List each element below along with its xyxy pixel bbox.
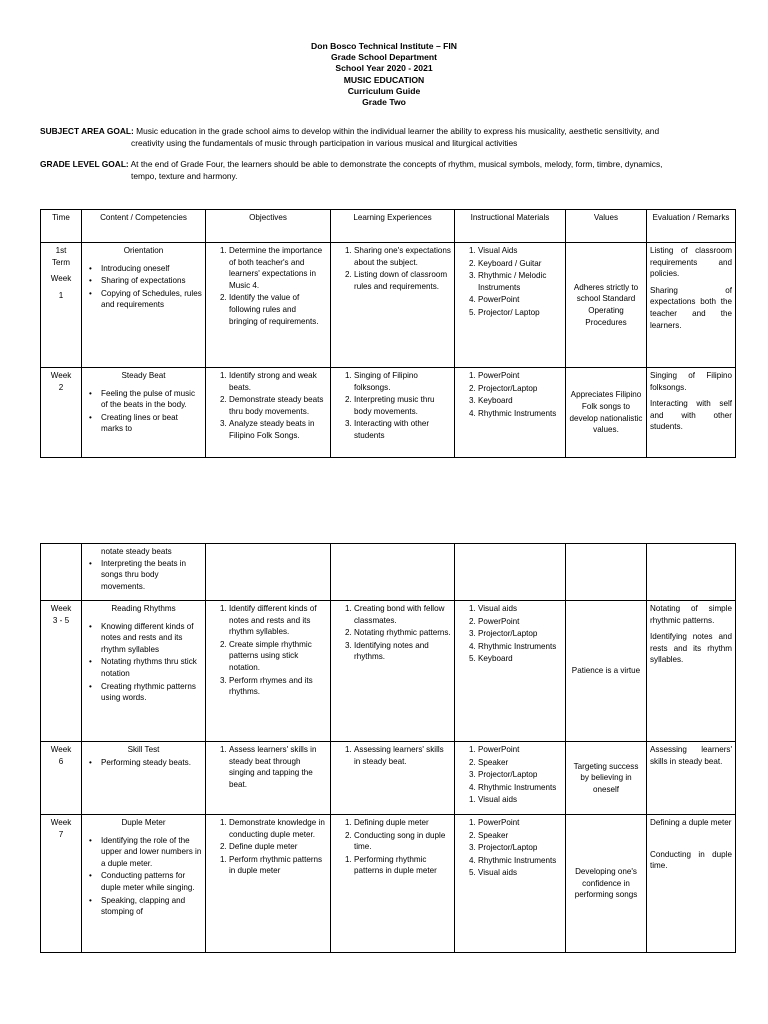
topic-title: Orientation (123, 246, 164, 255)
learning-cell (331, 544, 455, 601)
list-item: 4. Rhythmic Instruments (478, 855, 562, 867)
list-item: 1. Identify different kinds of notes and rests and its rhythm syllables. (229, 603, 327, 638)
table-header-row (41, 210, 736, 243)
week-label: Week (50, 274, 72, 284)
grade-goal-text-2: tempo, texture and harmony. (131, 171, 238, 182)
objectives-cell (206, 544, 331, 601)
list-item: 1. Assessing learners' skills in steady beat. (354, 744, 451, 767)
list-item: 3. Analyze steady beats in Filipino Folk Songs. (229, 418, 327, 441)
materials-cell (455, 815, 566, 953)
list-item: 2. PowerPoint (478, 616, 562, 628)
list-item: 2. Projector/Laptop (478, 383, 562, 395)
list-item: 3. Identifying notes and rhythms. (354, 640, 451, 663)
list-item: • Performing steady beats. (101, 757, 202, 769)
table-row (41, 742, 736, 815)
col-header-evaluation: Evaluation / Remarks (647, 210, 736, 243)
objectives-cell (206, 601, 331, 742)
list-item: 2. Identify the value of following rules and bringing of requirements. (229, 292, 327, 327)
materials-cell (455, 243, 566, 368)
list-item: • Speaking, clapping and stomping of (101, 895, 202, 918)
materials-cell (455, 601, 566, 742)
grade-level-goal (40, 158, 730, 182)
list-item: 1. Defining duple meter (354, 817, 451, 829)
term-number: 1st (55, 246, 67, 255)
topic-title: Reading Rhythms (111, 604, 176, 613)
doc-type: Curriculum Guide (347, 85, 421, 96)
list-item: 2. Define duple meter (229, 841, 327, 853)
list-item: 2. Demonstrate steady beats thru body movements. (229, 394, 327, 417)
list-item: 5. Projector/ Laptop (478, 307, 562, 319)
list-item: 1. Perform rhythmic patterns in duple meter (229, 854, 327, 877)
list-item: 1. Sharing one's expectations about the subject. (354, 245, 451, 268)
col-header-values: Values (566, 210, 647, 243)
learning-cell (331, 601, 455, 742)
content-cell (82, 368, 206, 458)
time-cell (41, 601, 82, 742)
content-cell (82, 544, 206, 601)
school-name: Don Bosco Technical Institute – FIN (311, 41, 457, 51)
topic-title: Skill Test (127, 745, 160, 754)
list-item: • Conducting patterns for duple meter while singing. (101, 870, 202, 893)
objectives-cell (206, 742, 331, 815)
curriculum-table-1 (40, 209, 736, 458)
learning-cell (331, 368, 455, 458)
subject-goal-label: SUBJECT AREA GOAL: (40, 126, 134, 136)
list-item: 3. Rhythmic / Melodic Instruments (478, 270, 562, 293)
list-item: 4. Rhythmic Instruments (478, 782, 562, 794)
evaluation-text: Singing of Filipino folksongs. (650, 371, 732, 392)
week-number: 1 (58, 290, 64, 300)
table-row (41, 601, 736, 742)
evaluation-text: Assessing learners' skills in steady beat. (650, 745, 732, 766)
content-cell (82, 601, 206, 742)
objectives-cell (206, 243, 331, 368)
list-item: 3. Interacting with other students (354, 418, 451, 441)
list-item: • Interpreting the beats in songs thru body movements. (101, 558, 202, 593)
list-item: • Feeling the pulse of music of the beats in the body. (101, 388, 202, 411)
term-label: Term (52, 257, 70, 267)
document-header (0, 41, 768, 108)
evaluation-cell (647, 544, 736, 601)
list-item: 2. Speaker (478, 757, 562, 769)
list-item: • Knowing different kinds of notes and rests and its rhythm syllables (101, 621, 202, 656)
materials-cell (455, 368, 566, 458)
content-continued: notate steady beats (101, 547, 172, 556)
subject-goal-text-2: creativity using the fundamentals of music through participation in various musical and liturgical activities (131, 138, 518, 149)
evaluation-cell (647, 601, 736, 742)
table-row (41, 815, 736, 953)
list-item: • Identifying the role of the upper and lower numbers in a duple meter. (101, 835, 202, 870)
content-cell (82, 243, 206, 368)
list-item: 1. Singing of Filipino folksongs. (354, 370, 451, 393)
time-cell (41, 742, 82, 815)
week-label: Week (50, 818, 72, 827)
list-item: 2. Listing down of classroom rules and requirements. (354, 269, 451, 292)
grade-level: Grade Two (362, 97, 406, 108)
col-header-content: Content / Competencies (82, 210, 206, 243)
time-cell (41, 544, 82, 601)
table-row (41, 544, 736, 601)
subject-area-goal (40, 125, 730, 149)
week-label: Week (50, 371, 72, 380)
list-item: 1. Visual aids (478, 603, 562, 615)
department: Grade School Department (330, 52, 437, 63)
week-number: 6 (58, 756, 64, 766)
values-cell (566, 544, 647, 601)
evaluation-text: Defining a duple meter (650, 818, 732, 827)
grade-goal-text-1: At the end of Grade Four, the learners should be able to demonstrate the concepts of rhythm, musical symbols, melody, form, timbre, dynamics, (130, 159, 663, 169)
list-item: 1. Performing rhythmic patterns in duple meter (354, 854, 451, 877)
evaluation-cell (647, 368, 736, 458)
list-item: 4. Rhythmic Instruments (478, 408, 562, 420)
evaluation-text: Notating of simple rhythmic patterns. (650, 604, 732, 625)
materials-cell (455, 742, 566, 815)
col-header-objectives: Objectives (206, 210, 331, 243)
evaluation-cell (647, 815, 736, 953)
subject-goal-text-1: Music education in the grade school aims to develop within the individual learner the ability to express his musicality, aesthetic sensitivity, and (136, 126, 660, 136)
list-item: 3. Projector/Laptop (478, 842, 562, 854)
col-header-learning: Learning Experiences (331, 210, 455, 243)
curriculum-table-2 (40, 543, 736, 953)
list-item: 1. PowerPoint (478, 744, 562, 756)
time-cell (41, 815, 82, 953)
list-item: 1. PowerPoint (478, 817, 562, 829)
table-row (41, 368, 736, 458)
evaluation-cell (647, 742, 736, 815)
subject-name: MUSIC EDUCATION (343, 74, 425, 85)
list-item: 2. Speaker (478, 830, 562, 842)
col-header-time: Time (41, 210, 82, 243)
evaluation-text: Listing of classroom requirements and policies. (650, 246, 732, 279)
time-cell (41, 368, 82, 458)
list-item: 2. Interpreting music thru body movements. (354, 394, 451, 417)
objectives-cell (206, 815, 331, 953)
list-item: 1. Identify strong and weak beats. (229, 370, 327, 393)
list-item: 4. Rhythmic Instruments (478, 641, 562, 653)
values-cell: Patience is a virtue (566, 601, 647, 742)
list-item: 1. PowerPoint (478, 370, 562, 382)
list-item: 1. Visual aids (478, 794, 562, 806)
learning-cell (331, 742, 455, 815)
list-item: 1. Assess learners' skills in steady beat through singing and tapping the beat. (229, 744, 327, 790)
list-item: • Creating rhythmic patterns using words. (101, 681, 202, 704)
list-item: 4. PowerPoint (478, 294, 562, 306)
evaluation-text: Sharing of expectations both the teacher and the learners. (650, 285, 732, 330)
evaluation-text: Identifying notes and rests and its rhythm syllables. (650, 632, 732, 665)
evaluation-text: Interacting with self and with other students. (650, 399, 732, 432)
list-item: 3. Perform rhymes and its rhythms. (229, 675, 327, 698)
content-cell (82, 742, 206, 815)
list-item: 3. Projector/Laptop (478, 769, 562, 781)
list-item: 2. Conducting song in duple time. (354, 830, 451, 853)
list-item: 3. Projector/Laptop (478, 628, 562, 640)
list-item: 2. Keyboard / Guitar (478, 258, 562, 270)
values-cell: Adheres strictly to school Standard Operating Procedures (566, 243, 647, 368)
list-item: • Introducing oneself (101, 263, 202, 275)
learning-cell (331, 815, 455, 953)
col-header-materials: Instructional Materials (455, 210, 566, 243)
list-item: 2. Notating rhythmic patterns. (354, 627, 451, 639)
list-item: 1. Visual Aids (478, 245, 562, 257)
content-cell (82, 815, 206, 953)
week-number: 2 (58, 382, 64, 392)
list-item: 2. Create simple rhythmic patterns using stick notation. (229, 639, 327, 674)
list-item: 1. Demonstrate knowledge in conducting duple meter. (229, 817, 327, 840)
values-cell: Appreciates Filipino Folk songs to develop nationalistic values. (566, 368, 647, 458)
time-cell (41, 243, 82, 368)
week-label: Week (50, 745, 72, 754)
list-item: 5. Visual aids (478, 867, 562, 879)
list-item: • Sharing of expectations (101, 275, 202, 287)
list-item: 5. Keyboard (478, 653, 562, 665)
table-row (41, 243, 736, 368)
materials-cell (455, 544, 566, 601)
list-item: 1. Creating bond with fellow classmates. (354, 603, 451, 626)
topic-title: Steady Beat (121, 371, 166, 380)
list-item: 1. Determine the importance of both teacher's and learners' expectations in Music 4. (229, 245, 327, 291)
week-label: Week (50, 604, 72, 613)
week-number: 3 - 5 (52, 615, 70, 625)
objectives-cell (206, 368, 331, 458)
list-item: • Copying of Schedules, rules and requirements (101, 288, 202, 311)
learning-cell (331, 243, 455, 368)
evaluation-text: Conducting in duple time. (650, 849, 732, 871)
values-cell: Targeting success by believing in oneself (566, 742, 647, 815)
evaluation-cell (647, 243, 736, 368)
list-item: • Notating rhythms thru stick notation (101, 656, 202, 679)
topic-title: Duple Meter (121, 818, 166, 827)
grade-goal-label: GRADE LEVEL GOAL: (40, 159, 129, 169)
school-year: School Year 2020 - 2021 (335, 63, 433, 74)
list-item: • Creating lines or beat marks to (101, 412, 202, 435)
week-number: 7 (58, 829, 64, 839)
list-item: 3. Keyboard (478, 395, 562, 407)
values-cell: Developing one's confidence in performing songs (566, 815, 647, 953)
